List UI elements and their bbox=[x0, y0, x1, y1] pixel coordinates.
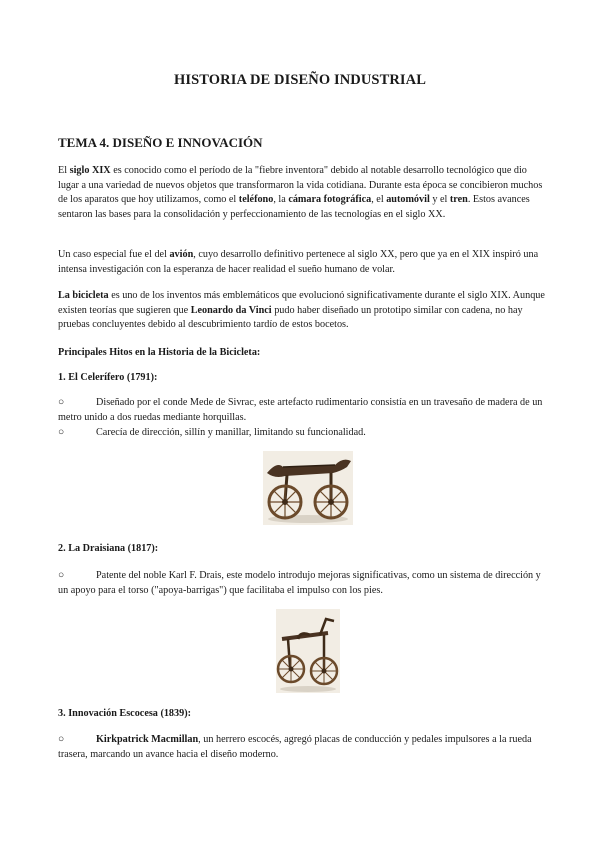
hitos-heading: Principales Hitos en la Historia de la Bicicleta: bbox=[58, 347, 261, 358]
bold-text: teléfono bbox=[238, 194, 274, 206]
text: , cuyo desarrollo definitivo pertenece al siglo XX, pero que ya en el XIX inspiró una intensa investigación con la esperanza de hacer realidad el sueño humano de volar. bbox=[58, 249, 539, 275]
text: es conocido como el período de la "fiebre inventora" debido al notable desarrollo tecnológico que dio lugar a una variedad de nuevos objetos que transformaron la vida cotidiana. Durante esta época se concibieron muchos de los aparatos que hoy utilizamos, como el bbox=[58, 165, 543, 206]
text: pudo haber diseñado un prototipo similar con cadena, no hay pruebas concluyentes debido al descubrimiento tardío de estos bocetos. bbox=[58, 304, 523, 331]
bullet-circle-icon: ○ bbox=[58, 570, 65, 581]
bullet-item bbox=[58, 426, 546, 441]
hito-3-heading: 3. Innovación Escocesa (1839): bbox=[58, 708, 191, 719]
bold-text: La bicicleta bbox=[58, 290, 109, 301]
text: y el bbox=[429, 194, 450, 206]
bold-text: Leonardo da Vinci bbox=[190, 304, 272, 316]
bold-text: tren bbox=[449, 194, 468, 206]
paragraph-bicicleta bbox=[58, 289, 546, 333]
celerifero-image bbox=[263, 451, 353, 525]
bold-text: avión bbox=[169, 249, 194, 260]
bullet-circle-icon: ○ bbox=[58, 427, 65, 438]
section-heading: TEMA 4. DISEÑO E INNOVACIÓN bbox=[58, 135, 263, 150]
bullet-item bbox=[58, 569, 546, 598]
bullet-circle-icon: ○ bbox=[58, 734, 65, 745]
celerifero-illustration bbox=[263, 451, 353, 525]
text: Un caso especial fue el del bbox=[58, 249, 170, 260]
bullet-item bbox=[58, 733, 546, 762]
bold-text: Kirkpatrick Macmillan bbox=[96, 734, 199, 745]
text: es uno de los inventos más emblemáticos que evolucionó significativamente durante el siglo XIX. Aunque existen teorías que sugieren que bbox=[58, 290, 545, 316]
draisiana-image bbox=[276, 609, 340, 693]
bullet-text: Carecía de dirección, sillín y manillar, limitando su funcionalidad. bbox=[96, 427, 366, 438]
text: El bbox=[58, 165, 70, 176]
bullet-text: , un herrero escocés, agregó placas de conducción y pedales impulsores a la rueda trasera, marcando un avance hacia el diseño moderno. bbox=[58, 734, 532, 760]
hito-2-heading: 2. La Draisiana (1817): bbox=[58, 543, 159, 554]
bullet-text: Diseñado por el conde Mede de Sivrac, este artefacto rudimentario consistía en un travesaño de madera de un metro unido a dos ruedas mediante horquillas. bbox=[58, 397, 543, 423]
paragraph-avion bbox=[58, 248, 546, 277]
text: . Estos avances sentaron las bases para la consolidación y perfeccionamiento de las tecnologías en el siglo XX. bbox=[58, 194, 530, 220]
bullet-text: Patente del noble Karl F. Drais, este modelo introdujo mejoras significativas, como un sistema de dirección y un apoyo para el torso ("apoya-barrigas") que facilitaba el impulso con los pies. bbox=[58, 570, 541, 596]
bullet-item bbox=[58, 396, 546, 425]
draisiana-illustration bbox=[276, 609, 340, 693]
text: , el bbox=[371, 194, 387, 206]
bullet-circle-icon: ○ bbox=[58, 397, 65, 408]
document-title: HISTORIA DE DISEÑO INDUSTRIAL bbox=[173, 72, 427, 88]
paragraph-siglo-xix bbox=[58, 164, 546, 222]
bold-text: cámara fotográfica bbox=[288, 194, 372, 206]
bold-text: siglo XIX bbox=[69, 165, 111, 176]
bold-text: automóvil bbox=[386, 194, 430, 206]
hito-1-heading: 1. El Celerífero (1791): bbox=[58, 372, 158, 383]
text: , la bbox=[273, 194, 289, 206]
